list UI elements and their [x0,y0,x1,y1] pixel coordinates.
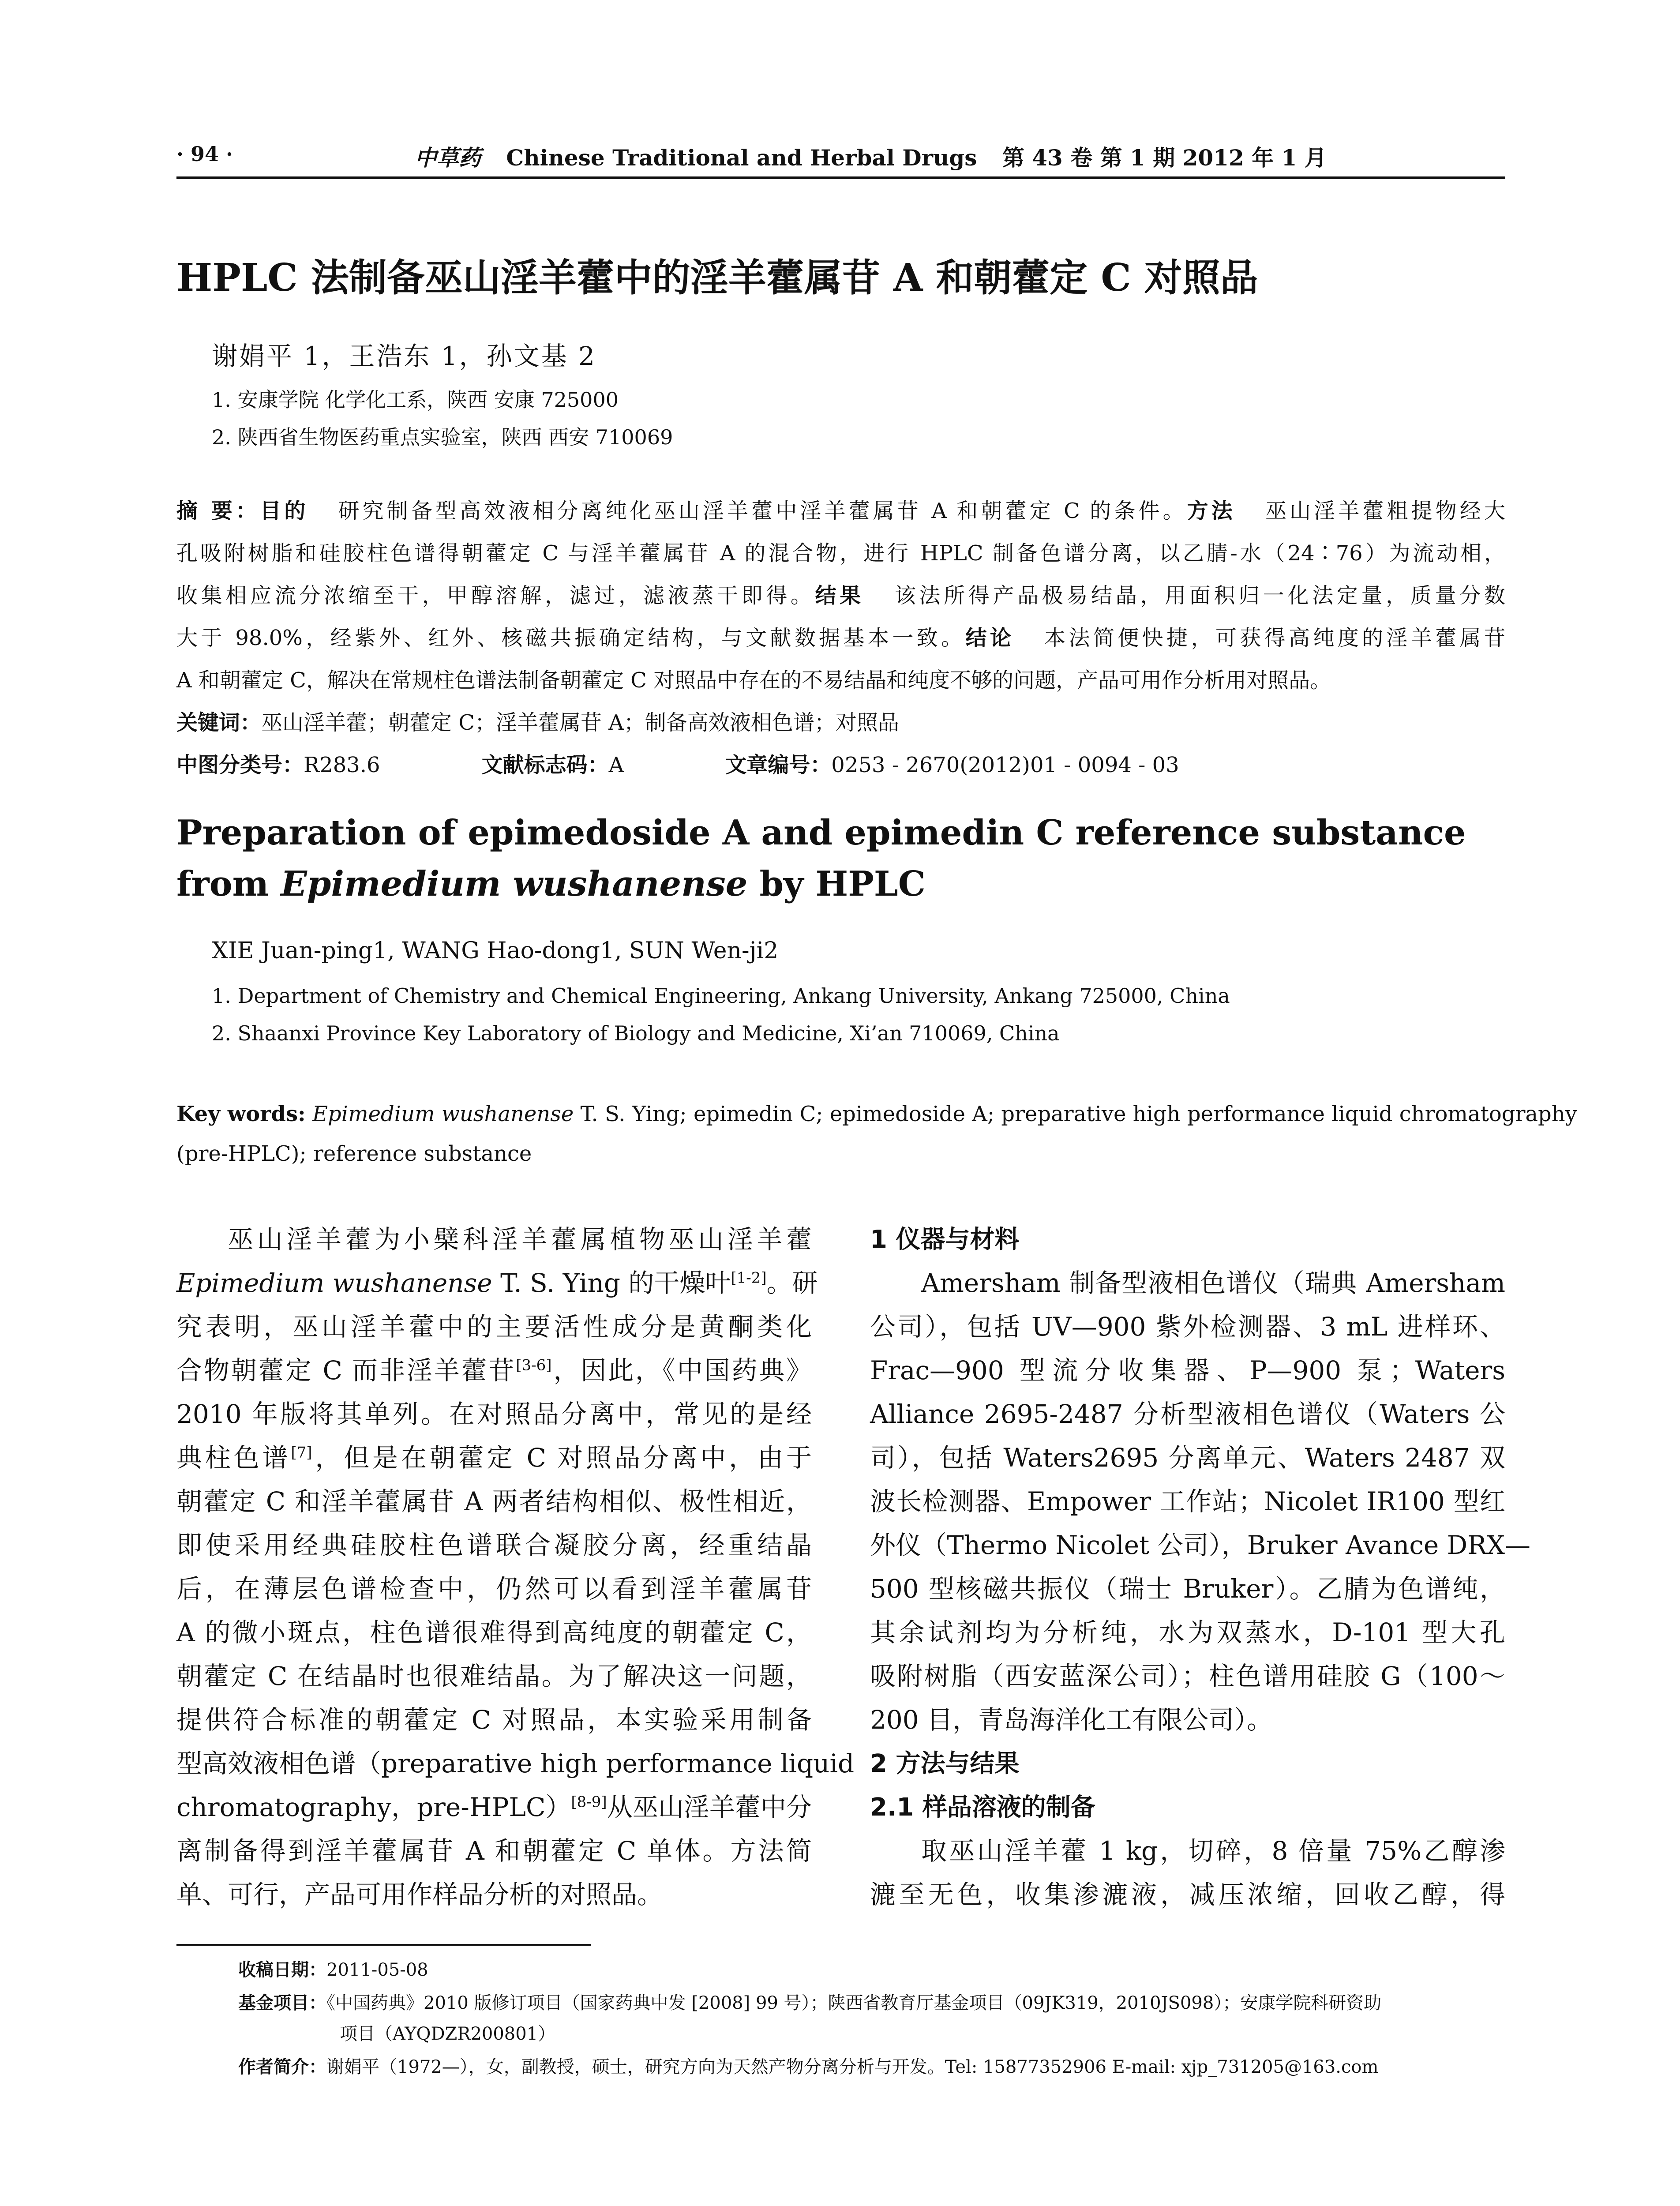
en-title [176,807,1466,910]
body-line: chromatography，pre-HPLC）[8-9]从巫山淫羊藿中分 [176,1792,812,1822]
body-line: 典柱色谱[7]，但是在朝藿定 C 对照品分离中，由于 [176,1443,812,1473]
abstract-line [176,490,1505,532]
body-line: 合物朝藿定 C 而非淫羊藿苷[3-6]，因此，《中国药典》 [176,1355,812,1385]
cn-affiliation-1: 1. 安康学院 化学化工系，陕西 安康 725000 [212,388,619,412]
keywords: 巫山淫羊藿；朝藿定 C；淫羊藿属苷 A；制备高效液相色谱；对照品 [261,710,899,735]
abstract-objective-label: 目的 [260,499,309,523]
abstract-text: 该法所得产品极易结晶，用面积归一化法定量，质量分数 [894,583,1505,608]
page-number: · 94 · [176,142,233,166]
abstract-line [176,574,1505,617]
citation: [7] [291,1444,312,1462]
body-line: 司），包括 Waters2695 分离单元、Waters 2487 双 [870,1443,1505,1473]
en-title-text: by HPLC [747,864,926,904]
body-line: 巫山淫羊藿为小檗科淫羊藿属植物巫山淫羊藿 [228,1224,812,1254]
body-line: 离制备得到淫羊藿属苷 A 和朝藿定 C 单体。方法简 [176,1836,812,1866]
body-left-column [176,1218,855,1917]
body-line: 500 型核磁共振仪（瑞士 Bruker）。乙腈为色谱纯， [870,1574,1505,1604]
footnote-author [238,2052,1378,2082]
abstract-result-label: 结果 [815,583,864,608]
en-keywords [176,1094,1577,1174]
citation: [3-6] [516,1356,552,1374]
classification-line [176,744,1505,786]
en-keywords-label: Key words: [176,1102,306,1126]
body-line: 波长检测器、Empower 工作站；Nicolet IR100 型红 [870,1486,1505,1516]
body-line: 200 目，青岛海洋化工有限公司）。 [870,1705,1273,1735]
cn-authors: 谢娟平 1，王浩东 1，孙文基 2 [212,341,597,371]
body-line: 2010 年版将其单列。在对照品分离中，常见的是经 [176,1399,812,1429]
article-no-label: 文章编号： [725,753,832,777]
body-right-column [870,1218,1531,1917]
body-line: 究表明，巫山淫羊藿中的主要活性成分是黄酮类化 [176,1312,812,1342]
section-heading-2: 2 方法与结果 [870,1749,1020,1778]
doc-code-value: A [608,753,624,777]
en-keywords-text: T. S. Ying; epimedin C; epimedoside A; preparative high performance liquid chromatography [580,1102,1577,1126]
cn-title: HPLC 法制备巫山淫羊藿中的淫羊藿属苷 A 和朝藿定 C 对照品 [176,255,1258,300]
keywords-label: 关键词： [176,710,262,735]
journal-header [415,140,1327,172]
body-line: A 的微小斑点，柱色谱很难得到高纯度的朝藿定 C， [176,1617,812,1647]
article-no-value: 0253 - 2670(2012)01 - 0094 - 03 [831,753,1179,777]
body-line: Amersham 制备型液相色谱仪（瑞典 Amersham [921,1268,1505,1298]
cn-affiliation-2: 2. 陕西省生物医药重点实验室，陕西 西安 710069 [212,425,673,449]
abstract-text: 本法简便快捷，可获得高纯度的淫羊藿属苷 [1044,626,1505,650]
abstract-conclusion-label: 结论 [965,626,1015,650]
abstract-label: 摘 要： [176,499,260,523]
keywords-line [176,702,1505,744]
body-line: 提供符合标准的朝藿定 C 对照品，本实验采用制备 [176,1705,812,1735]
author-label: 作者简介： [238,2057,326,2077]
abstract-line: A 和朝藿定 C，解决在常规柱色谱法制备朝藿定 C 对照品中存在的不易结晶和纯度不够的问题，产品可用作分析用对照品。 [176,668,1331,693]
body-line: 其余试剂均为分析纯，水为双蒸水，D-101 型大孔 [870,1617,1505,1647]
en-title-line-1: Preparation of epimedoside A and epimedin C reference substance [176,813,1466,853]
body-line: 即使采用经典硅胶柱色谱联合凝胶分离，经重结晶 [176,1530,812,1560]
abstract-line: 孔吸附树脂和硅胶柱色谱得朝藿定 C 与淫羊藿属苷 A 的混合物，进行 HPLC 制备色谱分离，以乙腈-水（24∶76）为流动相， [176,541,1505,566]
doc-code-label: 文献标志码： [481,753,609,777]
body-line: Alliance 2695-2487 分析型液相色谱仪（Waters 公 [870,1399,1505,1429]
citation: [8-9] [571,1793,607,1811]
author-bio: 谢娟平（1972—），女，副教授，硕士，研究方向为天然产物分离分析与开发。Tel: 15877352906 E-mail: xjp_731205@163.com [326,2057,1379,2077]
en-title-line-2 [176,859,1466,910]
section-heading-1: 1 仪器与材料 [870,1225,1020,1254]
en-title-species: Epimedium wushanense [281,864,748,904]
body-line: 单、可行，产品可用作样品分析的对照品。 [176,1880,663,1910]
section-heading-2-1: 2.1 样品溶液的制备 [870,1793,1095,1822]
en-title-text: from [176,864,281,904]
en-keywords-line-2: (pre-HPLC); reference substance [176,1141,532,1166]
abstract-text: 收集相应流分浓缩至干，甲醇溶解，滤过，滤液蒸干即得。 [176,583,815,608]
body-line: Epimedium wushanense T. S. Ying 的干燥叶[1-2]。研 [176,1268,818,1298]
en-affiliation-2: 2. Shaanxi Province Key Laboratory of Biology and Medicine, Xi’an 710069, China [212,1021,1060,1045]
fund-text: 《中国药典》2010 版修订项目（国家药典中发 [2008] 99 号）；陕西省教育厅基金项目（09JK319，2010JS098）；安康学院科研资助 [326,1993,1382,2013]
cn-abstract [176,490,1505,786]
journal-name-cn: 中草药 [415,145,481,171]
abstract-text: 巫山淫羊藿粗提物经大 [1265,499,1505,523]
body-line: Frac—900 型流分收集器、P—900 泵；Waters [870,1355,1505,1385]
footnote-fund [238,1988,1381,2018]
clc-value: R283.6 [304,753,380,777]
footnote-rule [176,1944,591,1946]
en-keywords-line-1 [176,1094,1577,1134]
abstract-method-label: 方法 [1187,499,1236,523]
received-label: 收稿日期： [238,1960,326,1980]
body-line: 取巫山淫羊藿 1 kg，切碎，8 倍量 75%乙醇渗 [921,1836,1505,1866]
body-line: 公司），包括 UV—900 紫外检测器、3 mL 进样环、 [870,1312,1505,1342]
citation: [1-2] [731,1269,767,1287]
clc-label: 中图分类号： [176,753,304,777]
body-line: 后，在薄层色谱检查中，仍然可以看到淫羊藿属苷 [176,1574,812,1604]
abstract-line [176,617,1505,659]
received-date: 2011-05-08 [326,1960,428,1980]
body-line: 外仪（Thermo Nicolet 公司），Bruker Avance DRX— [870,1530,1531,1560]
body-line: 朝藿定 C 在结晶时也很难结晶。为了解决这一问题， [176,1661,812,1691]
journal-issue: 第 43 卷 第 1 期 2012 年 1 月 [1002,145,1327,171]
en-keywords-species: Epimedium wushanense [312,1102,574,1126]
body-line: 朝藿定 C 和淫羊藿属苷 A 两者结构相似、极性相近， [176,1486,812,1516]
body-line: 吸附树脂（西安蓝深公司）；柱色谱用硅胶 G（100～ [870,1661,1505,1691]
body-line: 漉至无色，收集渗漉液，减压浓缩，回收乙醇，得 [870,1880,1505,1910]
fund-label: 基金项目： [238,1993,326,2013]
en-authors: XIE Juan-ping1, WANG Hao-dong1, SUN Wen-ji2 [212,938,779,964]
footnote-fund-continued: 项目（AYQDZR200801） [340,2024,556,2044]
abstract-text: 大于 98.0%，经紫外、红外、核磁共振确定结构，与文献数据基本一致。 [176,626,966,650]
en-affiliation-1: 1. Department of Chemistry and Chemical Engineering, Ankang University, Ankang 725000, China [212,984,1230,1008]
footnote-received [238,1955,428,1985]
abstract-text: 研究制备型高效液相分离纯化巫山淫羊藿中淫羊藿属苷 A 和朝藿定 C 的条件。 [338,499,1187,523]
journal-name-en: Chinese Traditional and Herbal Drugs [506,145,977,171]
header-rule [176,176,1505,179]
body-line: 型高效液相色谱（preparative high performance liquid [176,1748,855,1778]
